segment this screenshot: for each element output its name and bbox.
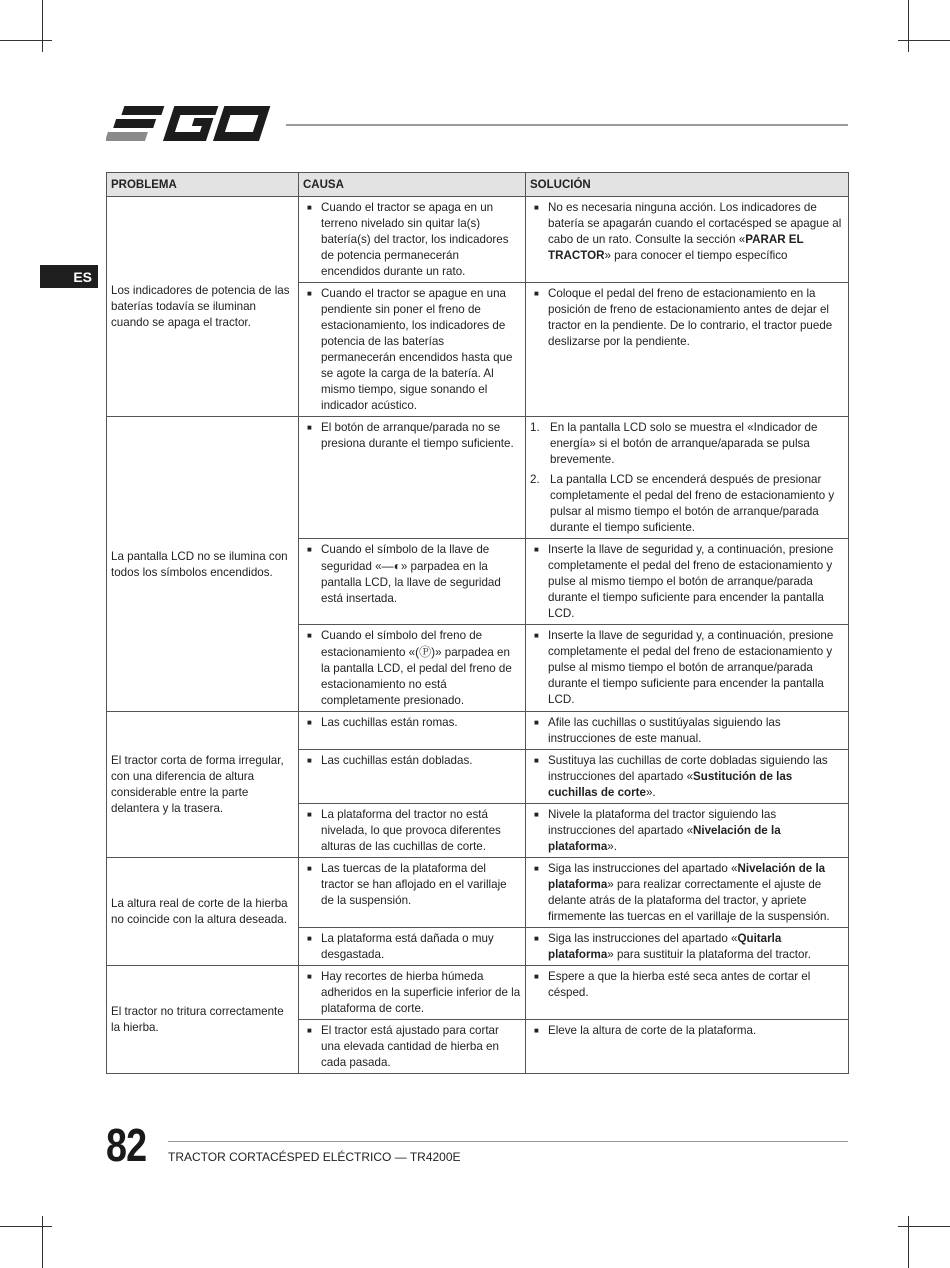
solution-cell: ■ Espere a que la hierba esté seca antes de cortar el césped. [526, 966, 849, 1020]
bullet: ■ [534, 972, 539, 981]
crop-mark [908, 1216, 909, 1268]
bullet: ■ [307, 810, 312, 819]
bullet: ■ [307, 203, 312, 212]
table-row [107, 197, 849, 283]
cause-cell: ■ Las cuchillas están dobladas. [299, 750, 526, 804]
solution-cell: ■ Siga las instrucciones del apartado «Nivelación de la plataforma» para realizar correctamente el ajuste de delante atrás de la plataforma del tractor, y apriete firmemente las tuercas en el varillaje de la suspensión. [526, 858, 849, 928]
cause-cell: ■ Cuando el tractor se apague en una pendiente sin poner el freno de estacionamiento, los indicadores de potencia de las baterías permanecerán encendidos hasta que se agote la carga de la batería. Al mismo tiempo, sigue sonando el indicador acústico. [299, 283, 526, 417]
crop-mark [42, 1216, 43, 1268]
list-item: 2. La pantalla LCD se encenderá después de presionar completamente el pedal del freno de estacionamiento y pulsar al mismo tiempo el botón de arranque/parada durante el tiempo suficiente. [530, 473, 835, 534]
crop-mark [0, 1226, 52, 1227]
bullet: ■ [307, 718, 312, 727]
table-row [107, 712, 849, 750]
cause-cell: ■ Cuando el tractor se apaga en un terreno nivelado sin quitar la(s) batería(s) del tractor, los indicadores de potencia permanecerán encendidos durante un rato. [299, 197, 526, 283]
solution-cell: ■ No es necesaria ninguna acción. Los indicadores de batería se apagarán cuando el cortacésped se apague al cabo de un rato. Consulte la sección «PARAR EL TRACTOR» para conocer el tiempo específico [526, 197, 849, 283]
cause-cell: ■ Cuando el símbolo de la llave de seguridad «—◐» parpadea en la pantalla LCD, la llave de seguridad está insertada. [299, 539, 526, 625]
problem-cell: La pantalla LCD no se ilumina con todos los símbolos encendidos. [107, 417, 299, 712]
bullet: ■ [307, 864, 312, 873]
cause-cell: ■ El botón de arranque/parada no se presiona durante el tiempo suficiente. [299, 417, 526, 539]
bullet: ■ [534, 545, 539, 554]
page-number: 82 [106, 1119, 147, 1171]
bullet: ■ [534, 934, 539, 943]
bullet: ■ [534, 864, 539, 873]
header-rule [286, 124, 848, 126]
crop-mark [908, 0, 909, 52]
crop-mark [898, 40, 950, 41]
solution-cell [526, 417, 849, 539]
bullet: ■ [307, 756, 312, 765]
parking-brake-icon: (Ⓟ) [415, 645, 436, 659]
bullet: ■ [307, 423, 312, 432]
crop-mark [898, 1226, 950, 1227]
ego-logo [106, 104, 276, 144]
footer-text: TRACTOR CORTACÉSPED ELÉCTRICO — TR4200E [168, 1150, 461, 1164]
table-row [107, 858, 849, 928]
problem-cell: El tractor corta de forma irregular, con una diferencia de altura considerable entre la parte delantera y la trasera. [107, 712, 299, 858]
header-problem: PROBLEMA [107, 173, 299, 197]
bullet: ■ [534, 1026, 539, 1035]
solution-cell: ■ Siga las instrucciones del apartado «Quitarla plataforma» para sustituir la plataforma del tractor. [526, 928, 849, 966]
bullet: ■ [534, 631, 539, 640]
cause-cell: ■ La plataforma está dañada o muy desgastada. [299, 928, 526, 966]
bullet: ■ [534, 756, 539, 765]
bullet: ■ [307, 934, 312, 943]
bullet: ■ [307, 631, 312, 640]
solution-cell: ■ Sustituya las cuchillas de corte dobladas siguiendo las instrucciones del apartado «Sustitución de las cuchillas de corte». [526, 750, 849, 804]
solution-cell: ■ Afile las cuchillas o sustitúyalas siguiendo las instrucciones de este manual. [526, 712, 849, 750]
bullet: ■ [307, 972, 312, 981]
bullet: ■ [307, 545, 312, 554]
crop-mark [42, 0, 43, 52]
cause-cell: ■ La plataforma del tractor no está nivelada, lo que provoca diferentes alturas de las cuchillas de corte. [299, 804, 526, 858]
safety-key-icon: —◐ [381, 559, 401, 573]
table-row [107, 417, 849, 539]
bullet: ■ [534, 289, 539, 298]
solution-cell: ■ Inserte la llave de seguridad y, a continuación, presione completamente el pedal del freno de estacionamiento y pulse al mismo tiempo el botón de arranque/parada durante el tiempo suficiente para encender la pantalla LCD. [526, 625, 849, 712]
cause-cell: ■ Hay recortes de hierba húmeda adheridos en la superficie inferior de la plataforma de corte. [299, 966, 526, 1020]
header-solution: SOLUCIÓN [526, 173, 849, 197]
table-header-row [107, 173, 849, 197]
bullet: ■ [307, 1026, 312, 1035]
solution-cell: ■ Inserte la llave de seguridad y, a continuación, presione completamente el pedal del freno de estacionamiento y pulse al mismo tiempo el botón de arranque/parada durante el tiempo suficiente para encender la pantalla LCD. [526, 539, 849, 625]
list-item: 1. En la pantalla LCD solo se muestra el «Indicador de energía» si el botón de arranque/aparada se pulsa brevemente. [530, 421, 818, 466]
bullet: ■ [534, 718, 539, 727]
cause-cell: ■ Cuando el símbolo del freno de estacionamiento «(Ⓟ)» parpadea en la pantalla LCD, el pedal del freno de estacionamiento no está completamente presionado. [299, 625, 526, 712]
language-tab: ES [40, 265, 98, 288]
footer-rule [168, 1141, 848, 1142]
problem-cell: La altura real de corte de la hierba no coincide con la altura deseada. [107, 858, 299, 966]
troubleshooting-table [106, 172, 849, 1074]
cause-cell: ■ Las tuercas de la plataforma del tractor se han aflojado en el varillaje de la suspensión. [299, 858, 526, 928]
problem-cell: Los indicadores de potencia de las baterías todavía se iluminan cuando se apaga el tractor. [107, 197, 299, 417]
solution-cell: ■ Nivele la plataforma del tractor siguiendo las instrucciones del apartado «Nivelación de la plataforma». [526, 804, 849, 858]
cause-cell: ■ El tractor está ajustado para cortar una elevada cantidad de hierba en cada pasada. [299, 1020, 526, 1074]
crop-mark [0, 40, 52, 41]
bullet: ■ [534, 203, 539, 212]
cause-cell: ■ Las cuchillas están romas. [299, 712, 526, 750]
solution-cell: ■ Coloque el pedal del freno de estacionamiento en la posición de freno de estacionamiento antes de dejar el tractor en la pendiente. De lo contrario, el tractor puede deslizarse por la pendiente. [526, 283, 849, 417]
bullet: ■ [534, 810, 539, 819]
table-row [107, 966, 849, 1020]
bullet: ■ [307, 289, 312, 298]
solution-cell: ■ Eleve la altura de corte de la plataforma. [526, 1020, 849, 1074]
header-cause: CAUSA [299, 173, 526, 197]
problem-cell: El tractor no tritura correctamente la hierba. [107, 966, 299, 1074]
